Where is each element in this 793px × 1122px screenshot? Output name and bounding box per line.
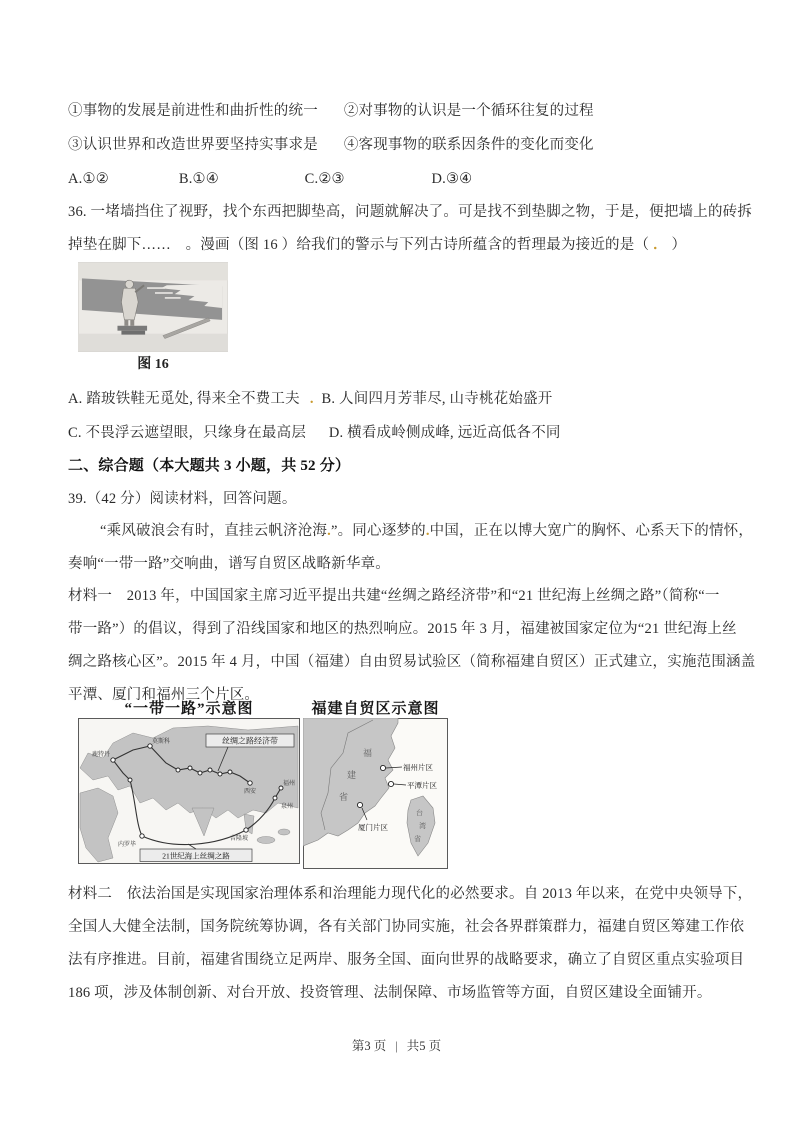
- q35-choice-b: B.①④: [178, 171, 219, 187]
- q35-choice-c: C.②③: [304, 171, 345, 187]
- q35-statement-3: ③认识世界和改造世界要坚持实事求是: [68, 137, 318, 153]
- cartoon-sky: [78, 263, 228, 281]
- footer-total-pages: 共5 页: [406, 1039, 442, 1053]
- fujian-map-title: 福建自贸区示意图: [311, 701, 440, 717]
- q39-quote-segment: ”。同心逐梦的: [330, 523, 426, 539]
- island: [278, 829, 290, 835]
- q35-statement-1: ①事物的发展是前进性和曲折性的统一: [68, 103, 318, 119]
- q36-choice-b: B. 人间四月芳菲尽, 山寺桃花始盛开: [321, 391, 553, 407]
- province-char-3: 省: [339, 792, 349, 802]
- footer-page-number: 第3 页: [351, 1039, 387, 1053]
- city-label-moscow: 莫斯科: [152, 739, 171, 745]
- belt-road-map: [78, 718, 300, 864]
- cartoon-brick-pile: [117, 326, 147, 331]
- q39-intro: 39.（42 分）阅读材料，回答问题。: [68, 491, 297, 507]
- taiwan-char-1: 台: [416, 809, 423, 817]
- cartoon-brick-streak: [155, 292, 173, 294]
- q36-stem-line-1: 36. 一堵墙挡住了视野，找个东西把脚垫高，问题就解决了。可是找不到垫脚之物，于是，便把墙上的砖拆: [68, 204, 753, 220]
- q36-choices-row-2: [68, 422, 730, 444]
- cartoon-figure16: [78, 262, 228, 352]
- page-footer: [0, 1036, 793, 1054]
- province-char-2: 建: [347, 770, 357, 780]
- city-label-nairobi: 内罗毕: [118, 842, 137, 848]
- q39-quote-dot-1: .: [327, 523, 331, 539]
- q36-answer-dot: ．: [652, 237, 668, 253]
- material2-line-3: 法有序推进。目前，福建省围绕立足两岸、服务全国、面向世界的战略要求，确立了自贸区重点实验项目: [68, 952, 745, 968]
- q39-quote-dot-2: .: [425, 523, 430, 539]
- material2-line-1: 材料二 依法治国是实现国家治理体系和治理能力现代化的必然要求。自 2013 年以来，在党中央领导下，: [68, 886, 753, 902]
- belt-road-map-title: “一带一路”示意图: [124, 701, 254, 717]
- footer-separator: |: [395, 1039, 398, 1053]
- q35-statement-row-1: [68, 100, 730, 122]
- figure16-caption: 图 16: [137, 357, 169, 372]
- q35-choice-d: D.③④: [431, 171, 473, 187]
- q36-choices-row-1: [68, 388, 730, 410]
- zone-label-xiamen: 厦门片区: [358, 823, 388, 832]
- maritime-label: 21世纪海上丝绸之路: [162, 851, 230, 861]
- cartoon-brick-pile: [121, 331, 145, 335]
- cartoon-person-leg: [130, 320, 134, 326]
- q35-choice-a: A.①②: [68, 171, 109, 187]
- q36-stem-line-2: [68, 234, 730, 256]
- q39-quote-segment: “乘风破浪会有时，直挂云帆济沧海: [100, 523, 328, 539]
- cartoon-brick-streak: [165, 297, 181, 299]
- q35-choices-row: [68, 168, 730, 190]
- material1-line-3: 绸之路核心区”。2015 年 4 月，中国（福建）自由贸易试验区（简称福建自贸区）正式建立，实施范围涵盖: [68, 654, 756, 670]
- city-label-kuala: 吉隆坡: [230, 836, 249, 842]
- taiwan-char-3: 省: [414, 835, 421, 843]
- q36-choice-d: D. 横看成岭侧成峰, 远近高低各不同: [328, 425, 561, 441]
- zone-label-fuzhou: 福州片区: [403, 763, 433, 772]
- fujian-ftz-map: [303, 718, 448, 869]
- taiwan-char-2: 湾: [419, 822, 426, 830]
- city-label-fuzhou: 福州: [283, 781, 296, 787]
- q36-choice-a: A. 踏玻铁鞋无觅处, 得来全不费工夫: [68, 391, 300, 407]
- cartoon-brick-streak: [147, 287, 165, 289]
- q39-quote-line-2: 奏响“一带一路”交响曲，谱写自贸区战略新华章。: [68, 556, 390, 572]
- cartoon-person-leg: [124, 320, 128, 326]
- city-label-xian: 西安: [244, 789, 257, 795]
- material2-line-4: 186 项，涉及体制创新、对台开放、投资管理、法制保障、市场监管等方面，自贸区建设全面铺开。: [68, 985, 712, 1001]
- q39-quote-line-1: [68, 520, 762, 542]
- q35-statement-4: ④客现事物的联系因条件的变化而变化: [343, 137, 594, 153]
- q35-statement-row-2: [68, 134, 730, 156]
- cartoon-person-head: [125, 280, 133, 288]
- material1-line-4: 平潭、厦门和福州三个片区。: [68, 687, 260, 703]
- cartoon-ground: [78, 334, 228, 352]
- q36-dot-before-b: .: [309, 391, 314, 407]
- city-label-quanzhou: 泉州: [281, 804, 294, 810]
- island: [257, 837, 275, 844]
- material1-line-1: 材料一 2013 年，中国国家主席习近平提出共建“丝绸之路经济带”和“21 世纪海上丝绸之路”（简称“一: [68, 588, 720, 604]
- belt-label: 丝绸之路经济带: [222, 736, 278, 746]
- province-char-1: 福: [363, 748, 373, 758]
- q36-choice-c: C. 不畏浮云遮望眼，只缘身在最高层: [68, 425, 307, 441]
- city-label-rotterdam: 鹿特丹: [92, 752, 111, 758]
- q35-statement-2: ②对事物的认识是一个循环往复的过程: [343, 103, 594, 119]
- zone-label-pingtan: 平潭片区: [407, 781, 437, 790]
- section2-heading: 二、综合题（本大题共 3 小题，共 52 分）: [68, 458, 351, 474]
- q36-close-paren: ）: [667, 237, 687, 253]
- q39-quote-segment: 中国，正在以博大宽广的胸怀、心系天下的情怀，: [429, 523, 754, 539]
- material1-line-2: 带一路”）的倡议，得到了沿线国家和地区的热烈响应。2015 年 3 月，福建被国家定位为“21 世纪海上丝: [68, 621, 737, 637]
- material2-line-2: 全国人大健全法制，国务院统筹协调，各有关部门协同实施，社会各界群策群力，福建自贸区筹建工作依: [68, 919, 745, 935]
- q36-stem-line-2-text: 掉垫在脚下…… 。漫画（图 16 ）给我们的警示与下列古诗所蕴含的哲理最为接近的是（: [68, 237, 653, 253]
